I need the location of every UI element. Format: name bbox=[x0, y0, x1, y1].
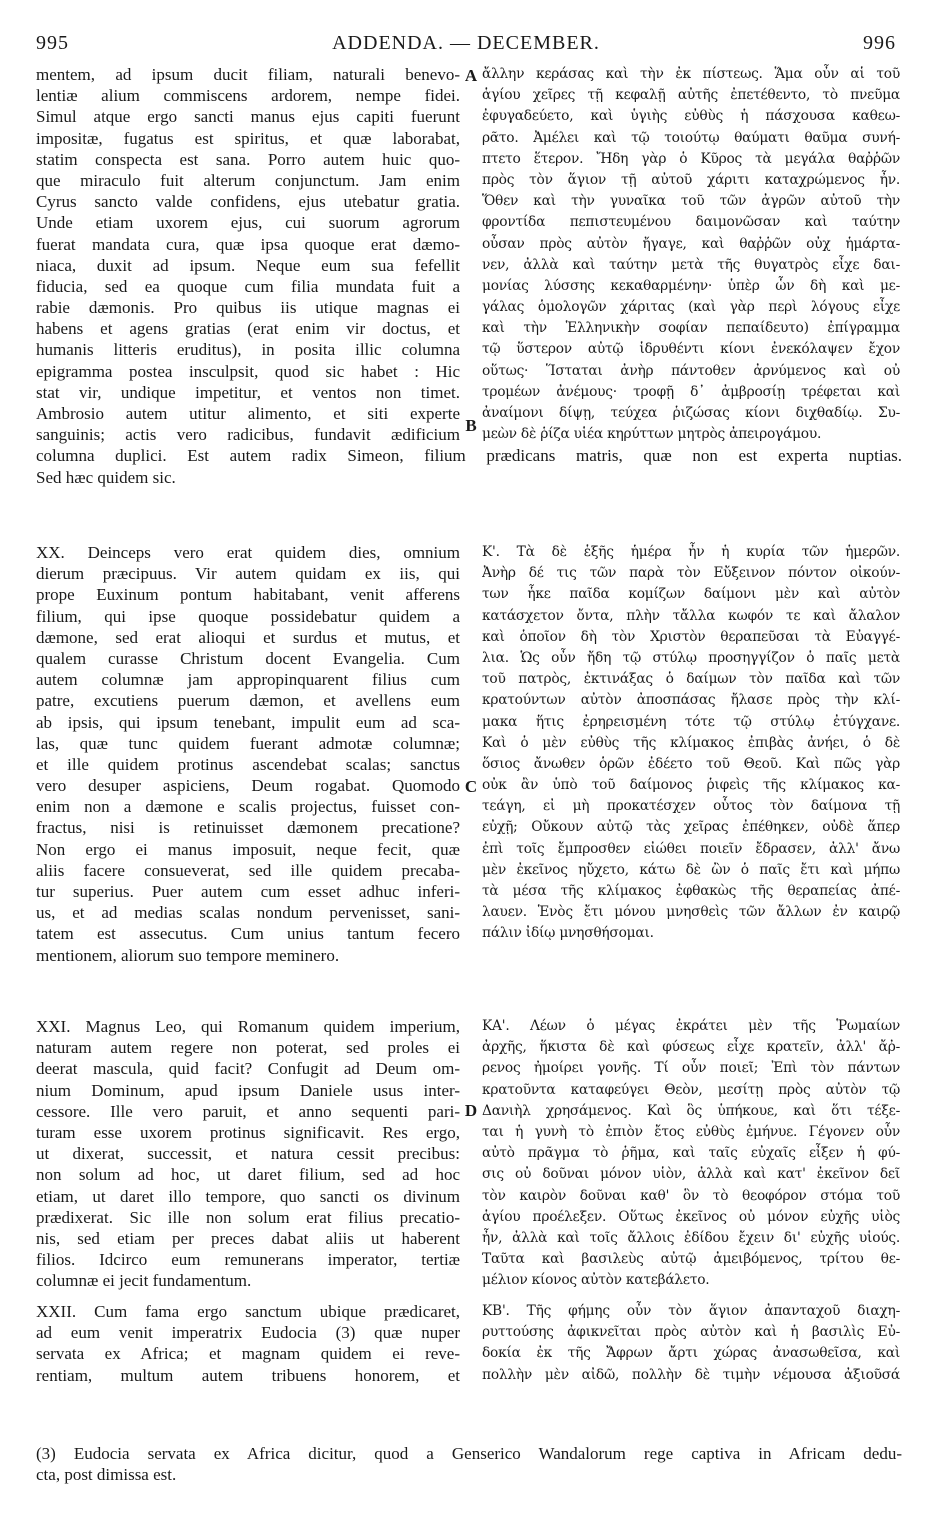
footnote-line: (3) Eudocia servata ex Africa dicitur, quod a Genserico Wandalorum rege captiva in Africam dedu- bbox=[36, 1444, 902, 1463]
greek-line: ἁγίου προέλεξεν. Οὕτως ἐκεῖνος οὐ μόνον εὐχῆς υἱὸς bbox=[482, 1208, 900, 1225]
greek-column-section-1 bbox=[482, 64, 900, 445]
greek-line: ἄλλην κεράσας καὶ τὴν ἐκ πίστεως. Ἅμα οὖν αἱ τοῦ bbox=[482, 66, 900, 82]
latin-line: Cyrus sancto valde confidens, ejus utebatur gratia. bbox=[36, 192, 460, 212]
latin-line: non solum ad hoc, ut daret filium, sed ad hoc bbox=[36, 1165, 460, 1185]
greek-line: κρατοῦντα καταφεύγει Θεὸν, μεσίτῃ πρὸς αὐτὸν τῷ bbox=[482, 1081, 900, 1098]
greek-line: ΚΑ'. Λέων ὁ μέγας ἐκράτει μὲν τῆς Ῥωμαίων bbox=[482, 1018, 900, 1034]
latin-line: XX. Deinceps vero erat quidem dies, omnium bbox=[36, 543, 460, 562]
latin-line: las, quæ tunc quidem fuerant admotæ columnæ; bbox=[36, 733, 460, 753]
greek-line: σις οὐ δοῦναι μόνον υἱὸν, ἀλλὰ καὶ κατ' ἐκεῖνον δεῖ bbox=[482, 1166, 900, 1183]
latin-line: dierum præcipuus. Vir autem quidam ex iis, qui bbox=[36, 564, 460, 584]
latin-line: deerat mascula, quid facit? Confugit ad Deum om- bbox=[36, 1059, 460, 1079]
greek-line: μέλιον κίονος αὐτὸν κατεβάλετο. bbox=[482, 1272, 710, 1289]
greek-column-section-ka bbox=[482, 1016, 900, 1291]
latin-line: epigramma postea insculpsit, quod sic habet : Hic bbox=[36, 361, 460, 381]
latin-line: columna duplici. Est autem radix Simeon, filium prædicans matris, quæ non est experta nuptias. bbox=[36, 446, 902, 466]
latin-line: turam esse uxorem protinus significavit. Res ergo, bbox=[36, 1122, 460, 1142]
margin-letter-d: D bbox=[464, 1101, 478, 1120]
greek-line: ἦν, ἀλλὰ καὶ τοῖς ἄλλοις ἐδίδου ἔχειν δι' εὐχῆς υἱούς. bbox=[482, 1229, 900, 1246]
latin-line: columnæ ei jecit fundamentum. bbox=[36, 1271, 252, 1291]
latin-line: fractus, nisi is retinuisset dæmonem precatione? bbox=[36, 818, 460, 838]
latin-line: statim conspecta est sana. Porro autem huic quo- bbox=[36, 149, 460, 169]
footnote bbox=[36, 1443, 902, 1485]
greek-line: οὐκ ἂν ὑπὸ τοῦ δαίμονος ῥιφεὶς τῆς κλίμακος κα- bbox=[482, 777, 900, 794]
latin-line: stat vir, undique impetitur, et ventos non timet. bbox=[36, 382, 460, 402]
greek-line: τεάγη, εἰ μὴ προκατέσχεν οὗτος τὸν δαίμονα τῇ bbox=[482, 798, 900, 815]
latin-line: dæmone, sed erat alioqui et surdus et mutus, et bbox=[36, 627, 460, 647]
latin-line: Simul atque ergo sancti manus ejus capiti fuerunt bbox=[36, 107, 460, 127]
latin-line: fuerat mandata cura, quæ ipsa quoque erat dæmo- bbox=[36, 234, 460, 254]
latin-line: mentem, ad ipsum ducit filiam, naturali benevo- bbox=[36, 65, 460, 84]
latin-line: niaca, duxit ad ipsum. Neque eum sua fefellit bbox=[36, 255, 460, 275]
greek-line: ἐφυγαδεύετο, καὶ ὑγιὴς εὐθὺς ἡ πάσχουσα καθεω- bbox=[482, 108, 900, 125]
latin-line: impositæ, fugatus est spiritus, et quæ laborabat, bbox=[36, 128, 460, 148]
latin-line: vero desuper aspiciens, Deum rogabat. Quomodo bbox=[36, 776, 460, 796]
greek-line: πολλὴν μὲν αἰδῶ, πολλὴν δὲ τιμὴν νέμουσα ἀξιοῦσά bbox=[482, 1366, 900, 1383]
greek-line: ὅσιος ἄνωθεν ὁρῶν ἐδέετο τοῦ Θεοῦ. Καὶ πῶς γὰρ bbox=[482, 755, 900, 772]
greek-line: Ἀνὴρ δέ τις τῶν παρὰ τὸν Εὔξεινον πόντον οἰκούν- bbox=[482, 565, 900, 582]
greek-line: τὰ μέσα τῆς κλίμακος ἐφθακὼς τῆς θεραπείας ἀπέ- bbox=[482, 883, 900, 899]
latin-line: fiducia, sed ea quoque cum filia mundata fuit a bbox=[36, 276, 460, 296]
greek-line: μακα ἥτις ἐρηρεισμένη τότε τῷ στύλῳ ἐτύγχανε. bbox=[482, 713, 900, 730]
greek-line: καὶ τὴν Ἑλληνικὴν σοφίαν πεπαίδευτο) ἐπίγραμμα bbox=[482, 320, 900, 337]
greek-line: οὕτως· Ἵσταται ἀνὴρ πάντοθεν ἀρνύμενος καὶ οὐ bbox=[482, 362, 900, 379]
latin-line: prope Euxinum pontum habitabant, venit afferens bbox=[36, 585, 460, 605]
latin-line: ab ipsis, qui ipsum tenebant, impulit eum ad sca- bbox=[36, 712, 460, 732]
latin-line: naturam autem regere non poterat, sed proles ei bbox=[36, 1038, 460, 1058]
margin-letter-b: B bbox=[465, 416, 477, 435]
latin-line: enim non a dæmone e scalis projectus, fuisset con- bbox=[36, 797, 460, 817]
latin-line: humanis litteris eruditus), in posita illic columna bbox=[36, 340, 460, 360]
latin-column-section-xxii bbox=[36, 1301, 460, 1386]
greek-line: αὐτὸ πρᾶγμα τὸ ῥῆμα, καὶ ταῖς εὐχαῖς εἶξεν ἡ φύ- bbox=[482, 1145, 900, 1162]
greek-line: κατάσχετον ὄντα, πλὴν τἄλλα κωφόν τε καὶ ἄλαλον bbox=[482, 607, 900, 624]
greek-line: πρὸς τὸν ἅγιον τῇ αὐτοῦ χάριτι καταχρώμενος ἦν. bbox=[482, 171, 900, 188]
greek-line: των ἧκε παῖδα κομίζων δαίμονι μὲν καὶ αὐτὸν bbox=[482, 586, 900, 603]
greek-line: τρομέων ἀνέμους· τροφῇ δ᾽ ἀμβροσίῃ τρέφεται καὶ bbox=[482, 383, 900, 400]
greek-line: νεν, ἀλλὰ καὶ ταύτην μετὰ τῆς θυγατρὸς εἶχε δαι- bbox=[482, 256, 900, 273]
latin-line: Unde etiam uxorem ejus, cui suorum agrorum bbox=[36, 213, 460, 233]
greek-line: ρᾶτο. Ἀμέλει καὶ τῷ τοιούτῳ θαύματι θαῦμα συνή- bbox=[482, 129, 900, 146]
greek-line: δοκία ἐκ τῆς Ἄφρων ἄρτι χώρας ἀνασωθεῖσα, καὶ bbox=[482, 1345, 900, 1362]
latin-line: qualem curasse Christum docent Evangelia. Cum bbox=[36, 648, 460, 668]
greek-line: πτετο ἕτερον. Ἤδη γὰρ ὁ Κῦρος τὰ μεγάλα θαῤῥῶν bbox=[482, 150, 900, 167]
latin-line: filios. Idcirco eum remunerans imperator, tertiæ bbox=[36, 1250, 460, 1270]
greek-line: ΚΒ'. Τῆς φήμης οὖν τὸν ἅγιον ἀπανταχοῦ διαχη- bbox=[482, 1303, 900, 1319]
greek-line: εὐχῇ; Οὔκουν αὐτῷ τὰς χεῖρας ἐπέθηκεν, οὐδὲ ἅπερ bbox=[482, 819, 900, 836]
greek-line: τοῦ πατρὸς, ἐκτινάξας ὁ δαίμων τὸν παῖδα καὶ τῶν bbox=[482, 671, 900, 688]
latin-line: filium, qui ipse quoque possidebatur quidem a bbox=[36, 606, 460, 626]
greek-line: ρενος ἠμοίρει γονῆς. Τί οὖν ποιεῖ; Ἐπὶ τὸν πάντων bbox=[482, 1060, 900, 1077]
latin-line: nium Dominum, apud ipsum Daniele usus inter- bbox=[36, 1080, 460, 1100]
latin-line: patre, excutiens puerum dæmon, et avellens eum bbox=[36, 691, 460, 711]
greek-line: οὖσαν πρὸς αὐτὸν ἤγαγε, καὶ θαῤῥῶν οὐχ ἡμάρτα- bbox=[482, 235, 900, 252]
greek-line: ται ἡ γυνὴ τὸ ἐπιὸν ἔτος εὐθὺς ἐμήνυε. Γέγονεν οὖν bbox=[482, 1123, 900, 1140]
greek-line: καὶ ὁποῖον δὴ τὸν Χριστὸν θεραπεῦσαι τὰ Εὐαγγέ- bbox=[482, 628, 900, 645]
greek-line: κρατούντων αὐτὸν ἀποσπάσας ἤλασε πρὸς τὴν κλί- bbox=[482, 692, 900, 709]
greek-line: ἁγίου χεῖρες τῇ κεφαλῇ αὐτῆς ἐπετέθεντο, τὸ πνεῦμα bbox=[482, 87, 900, 104]
latin-line: Ambrosio autem utitur alimento, et siti experte bbox=[36, 404, 460, 423]
latin-line: XXI. Magnus Leo, qui Romanum quidem imperium, bbox=[36, 1017, 460, 1036]
latin-line: rabie dæmonis. Pro quibus iis utique magnas ei bbox=[36, 298, 460, 318]
latin-line: Sed hæc quidem sic. bbox=[36, 467, 176, 487]
latin-line: rentiam, multum autem tribuens honorem, et bbox=[36, 1365, 460, 1385]
latin-line: XXII. Cum fama ergo sanctum ubique prædicaret, bbox=[36, 1302, 460, 1321]
greek-line: ἐπὶ τοῖς ἔμπροσθεν εἰώθει ποιεῖν ἔδρασεν, ἀλλ' ἄνω bbox=[482, 840, 900, 857]
latin-line: que miraculo fuit alterum conjunctum. Jam enim bbox=[36, 170, 460, 190]
running-title: ADDENDA. — DECEMBER. bbox=[332, 32, 600, 54]
greek-line: ἀναίμονι δίψῃ, τεύχεα ῥιζώσας κίονι διχθαδίῳ. Συ- bbox=[482, 405, 900, 421]
greek-line: πάλιν ἰδίῳ μνησθήσομαι. bbox=[482, 925, 654, 942]
latin-line: prædixerat. Sic ille non solum erat filius precatio- bbox=[36, 1207, 460, 1227]
running-header bbox=[36, 32, 896, 56]
latin-line: habens et agens gratias (erat enim vir doctus, et bbox=[36, 319, 460, 339]
latin-line: ad eum venit imperatrix Eudocia (3) quæ nuper bbox=[36, 1323, 460, 1343]
latin-line: servata ex Africa; et magnam quidem ei reve- bbox=[36, 1344, 460, 1364]
greek-line: ρυττούσης ἀφικνεῖται πρὸς αὐτὸν καὶ ἡ βασιλὶς Εὐ- bbox=[482, 1324, 900, 1341]
latin-line: us, et ad medias scalas nondum pervenisset, sani- bbox=[36, 903, 460, 923]
greek-line: τὸν καιρὸν δοῦναι καθ' ὃν τὸ θεοφόρον στόμα τοῦ bbox=[482, 1187, 900, 1204]
latin-line: autem columnæ jam appropinquarent filius cum bbox=[36, 670, 460, 690]
greek-line: Δανιὴλ χρησάμενος. Καὶ ὃς ὑπήκουε, καὶ ὅτι τέξε- bbox=[482, 1102, 900, 1119]
latin-column-section-xx bbox=[36, 542, 460, 966]
greek-line: Ταῦτα καὶ βασιλεὺς αὐτῷ ἀμειβόμενος, τρίτου θε- bbox=[482, 1251, 900, 1268]
latin-line: ut dixerat, successit, et natura cessit precibus: bbox=[36, 1144, 460, 1164]
greek-line: Καὶ ὁ μὲν εὐθὺς τῆς κλίμακος ἐπιβὰς ἀνήει, ὁ δὲ bbox=[482, 734, 900, 751]
greek-line: φροντίδα πεπιστευμένου δαιμονῶσαν καὶ ταύτην bbox=[482, 214, 900, 231]
left-page-number: 995 bbox=[36, 32, 69, 54]
latin-line: tur superius. Puer autem cum esset adhuc inferi- bbox=[36, 882, 460, 901]
greek-line: μὲν ἐκεῖνος ηὔχετο, κάτω δὲ ὢν ὁ παῖς ἔτι καὶ μήπω bbox=[482, 861, 900, 878]
latin-line: sanguinis; actis vero radicibus, fundavit ædificium bbox=[36, 425, 460, 445]
latin-line: tatem est assecutus. Cum unius tantum fecero bbox=[36, 924, 460, 944]
greek-line: Κ'. Τὰ δὲ ἑξῆς ἡμέρα ἦν ἡ κυρία τῶν ἡμερῶν. bbox=[482, 544, 900, 560]
greek-line: μονίας λύσσης κεκαθαρμένην· ὑπὲρ ὧν δὴ καὶ με- bbox=[482, 277, 900, 294]
greek-line: λαυεν. Ἑνὸς ἔτι μόνου μνησθεὶς τῶν ἄλλων ἐν καιρῷ bbox=[482, 904, 900, 921]
margin-letter-a: A bbox=[464, 66, 478, 85]
greek-line: Ὅθεν καὶ τὴν γυναῖκα τοῦ τῶν ἀγρῶν αὐτοῦ τὴν bbox=[482, 193, 900, 210]
right-page-number: 996 bbox=[863, 32, 896, 54]
greek-line: τῷ ὕστερον αὐτῷ ἱδρυθέντι κίονι ἐνεκόλαψεν ἔχον bbox=[482, 341, 900, 358]
greek-column-section-kb bbox=[482, 1301, 900, 1386]
latin-line: Non ergo ei manus imposuit, neque fecit, quæ bbox=[36, 839, 460, 859]
footnote-line: cta, post dimissa est. bbox=[36, 1465, 177, 1485]
latin-line: aliis facere consueverat, sed ille quidem precaba- bbox=[36, 860, 460, 880]
latin-line: cessore. Ille vero paruit, et anno sequenti pari- bbox=[36, 1101, 460, 1121]
greek-line: γάλας ὁμολογῶν χάριτας (καὶ γὰρ περὶ λόγους εἶχε bbox=[482, 299, 900, 316]
greek-line: μεὼν δὲ ῥίζα υἱέα κηρύττων μητρὸς ἀπειρογάμου. bbox=[482, 426, 822, 443]
greek-line: ἀρχῆς, ἥκιστα δὲ καὶ φύσεως εἶχε κρατεῖν, ἀλλ' ἄῤ- bbox=[482, 1039, 900, 1056]
latin-line: et ille quidem protinus ascendebat scalas; sanctus bbox=[36, 754, 460, 774]
greek-column-section-k bbox=[482, 542, 900, 945]
latin-line: nis, sed etiam per preces dabat aliis ut haberent bbox=[36, 1228, 460, 1248]
latin-line: etiam, ut daret illo tempore, quo sancti os divinum bbox=[36, 1186, 460, 1206]
latin-line: lentiæ alium commiscens ardorem, nempe fidei. bbox=[36, 86, 460, 106]
latin-line: mentionem, aliorum suo tempore meminero. bbox=[36, 945, 340, 965]
latin-column-section-xxi bbox=[36, 1016, 460, 1291]
margin-letter-c: C bbox=[464, 777, 478, 796]
greek-line: λια. Ὡς οὖν ἤδη τῷ στύλῳ προσηγγίζον ὁ παῖς μετὰ bbox=[482, 649, 900, 666]
